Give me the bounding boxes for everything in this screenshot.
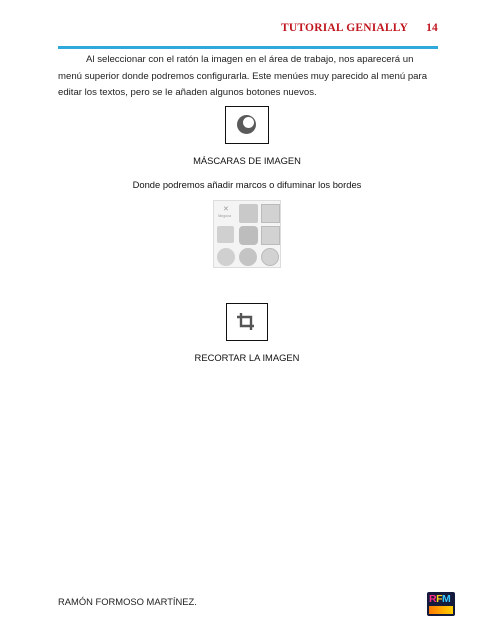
mask-option-circle-blur — [217, 248, 235, 266]
footer-author: RAMÓN FORMOSO MARTÍNEZ. — [58, 596, 197, 607]
rfm-logo-letters: RFM — [429, 593, 451, 605]
crop-icon — [227, 304, 266, 339]
mask-option-blur-square — [217, 226, 234, 243]
masks-title: MÁSCARAS DE IMAGEN — [193, 155, 301, 166]
mask-option-framed-circle — [261, 248, 279, 266]
close-icon: ✕ — [223, 206, 229, 213]
rfm-logo-band — [429, 606, 453, 614]
header-rule — [58, 46, 438, 49]
mask-option-framed-rounded — [261, 226, 280, 245]
mask-option-none — [217, 204, 236, 223]
mask-option-framed-square — [261, 204, 280, 223]
header-title: TUTORIAL GENIALLY — [281, 22, 409, 34]
mask-button-illustration — [225, 106, 269, 144]
mask-option-none-label: Ninguna — [218, 214, 232, 218]
rfm-logo — [427, 592, 455, 616]
mask-option-square — [239, 204, 258, 223]
crop-title: RECORTAR LA IMAGEN — [194, 352, 300, 363]
page-number: 14 — [426, 22, 438, 34]
mask-option-rounded — [239, 226, 258, 245]
masks-description: Donde podremos añadir marcos o difuminar los bordes — [132, 179, 362, 190]
intro-paragraph: Al seleccionar con el ratón la imagen en el área de trabajo, nos aparecerá un menú superior donde podremos configurarla. Este menúes muy parecido al menú para editar los textos, pero se le añaden algunos botones nuevos. — [58, 54, 428, 98]
mask-options-panel — [213, 200, 281, 268]
mask-icon — [226, 107, 267, 142]
running-header — [281, 22, 438, 34]
mask-option-circle — [239, 248, 257, 266]
crop-button-illustration — [226, 303, 268, 341]
